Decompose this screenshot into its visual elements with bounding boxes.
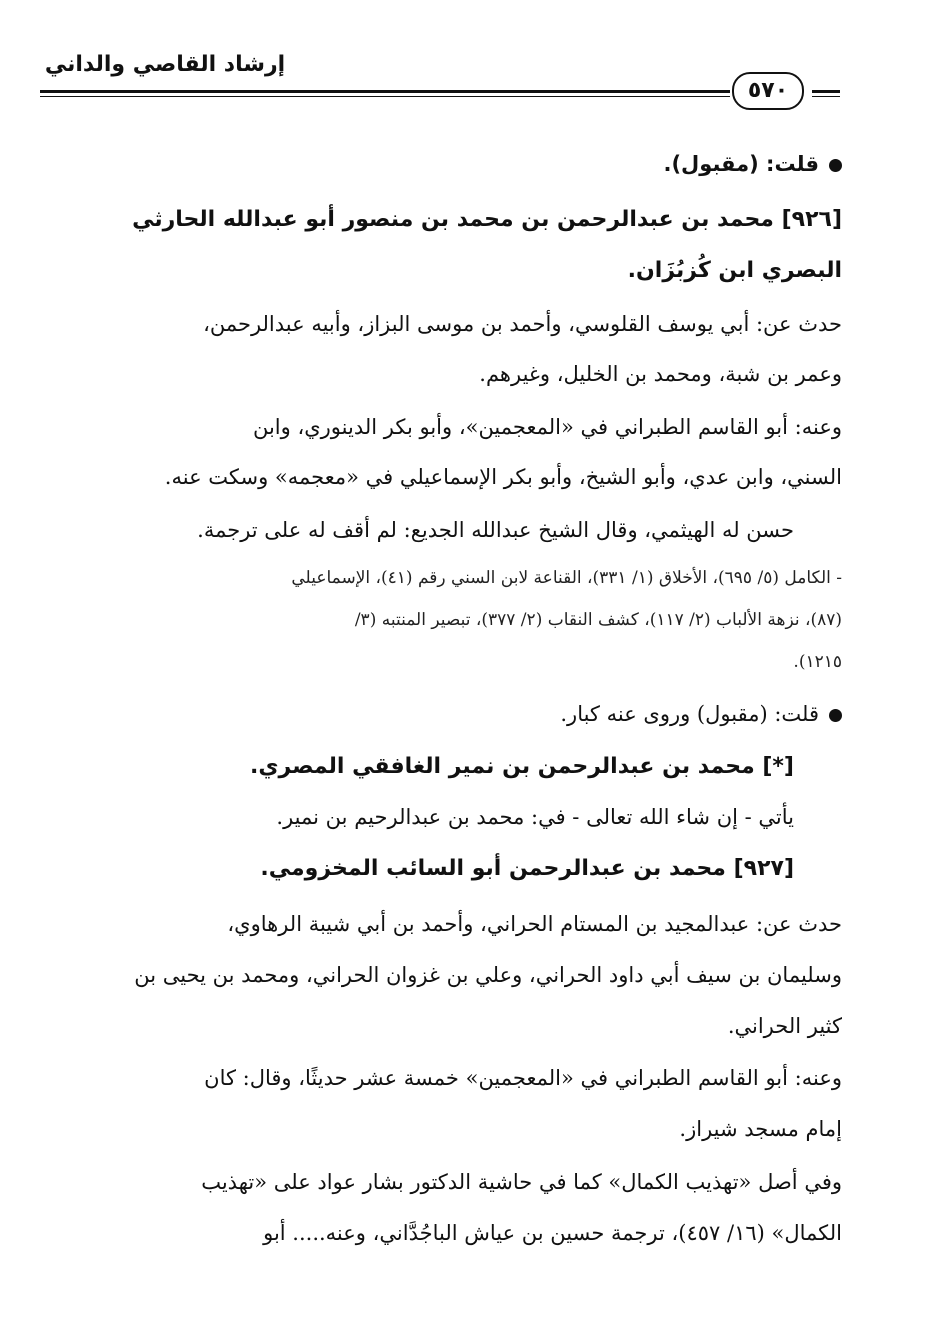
- header-rule-right: [812, 90, 840, 97]
- entry-heading: [٩٢٧] محمد بن عبدالرحمن أبو السائب المخزومي.: [260, 856, 794, 881]
- text-line: كثير الحراني.: [727, 1014, 842, 1038]
- text-line: وعنه: أبو القاسم الطبراني في «المعجمين»، وأبو بكر الدينوري، وابن: [252, 415, 842, 439]
- text-line: السني، وابن عدي، وأبو الشيخ، وأبو بكر الإسماعيلي في «معجمه» وسكت عنه.: [164, 465, 842, 489]
- text-line: وعمر بن شبة، ومحمد بن الخليل، وغيرهم.: [479, 362, 842, 386]
- page-number-badge: [732, 72, 804, 110]
- running-title: إرشاد القاصي والداني: [44, 52, 286, 77]
- entry-heading-cont: البصري ابن كُزبُزَان.: [627, 258, 842, 283]
- reference-line: ١٢١٥).: [793, 652, 842, 672]
- text-line: حدث عن: عبدالمجيد بن المستام الحراني، وأحمد بن أبي شيبة الرهاوي،: [227, 912, 842, 936]
- reference-line: (٨٧)، نزهة الألباب (٢/ ١١٧)، كشف النقاب (٢/ ٣٧٧)، تبصير المنتبه (٣/: [354, 610, 842, 630]
- text-line: حدث عن: أبي يوسف القلوسي، وأحمد بن موسى البزاز، وأبيه عبدالرحمن،: [203, 312, 842, 336]
- text-line: وفي أصل «تهذيب الكمال» كما في حاشية الدكتور بشار عواد على «تهذيب: [201, 1170, 842, 1194]
- entry-heading: [٩٢٦] محمد بن عبدالرحمن بن محمد بن منصور أبو عبدالله الحارثي: [132, 207, 842, 232]
- entry-heading: [*] محمد بن عبدالرحمن بن نمير الغافقي المصري.: [250, 754, 794, 779]
- bullet-icon: [829, 709, 842, 722]
- header-rule: [40, 90, 730, 97]
- page-number: ٥٧٠: [732, 72, 804, 110]
- bullet-icon: [829, 159, 842, 172]
- text-line: حسن له الهيثمي، وقال الشيخ عبدالله الجديع: لم أقف له على ترجمة.: [197, 518, 794, 542]
- text-line: الكمال» (١٦/ ٤٥٧)، ترجمة حسين بن عياش الباجُدَّاني، وعنه..... أبو: [263, 1221, 842, 1245]
- verdict-line: قلت: (مقبول) وروى عنه كبار.: [560, 702, 842, 726]
- text-line: يأتي - إن شاء الله تعالى - في: محمد بن عبدالرحيم بن نمير.: [276, 805, 794, 829]
- text-line: وسليمان بن سيف أبي داود الحراني، وعلي بن غزوان الحراني، ومحمد بن يحيى بن: [134, 963, 842, 987]
- text-line: إمام مسجد شيراز.: [679, 1117, 842, 1141]
- reference-line: - الكامل (٥/ ٦٩٥)، الأخلاق (١/ ٣٣١)، القناعة لابن السني رقم (٤١)، الإسماعيلي: [291, 568, 842, 588]
- verdict-line: قلت: (مقبول).: [663, 152, 842, 176]
- text-line: وعنه: أبو القاسم الطبراني في «المعجمين» خمسة عشر حديثًا، وقال: كان: [204, 1066, 842, 1090]
